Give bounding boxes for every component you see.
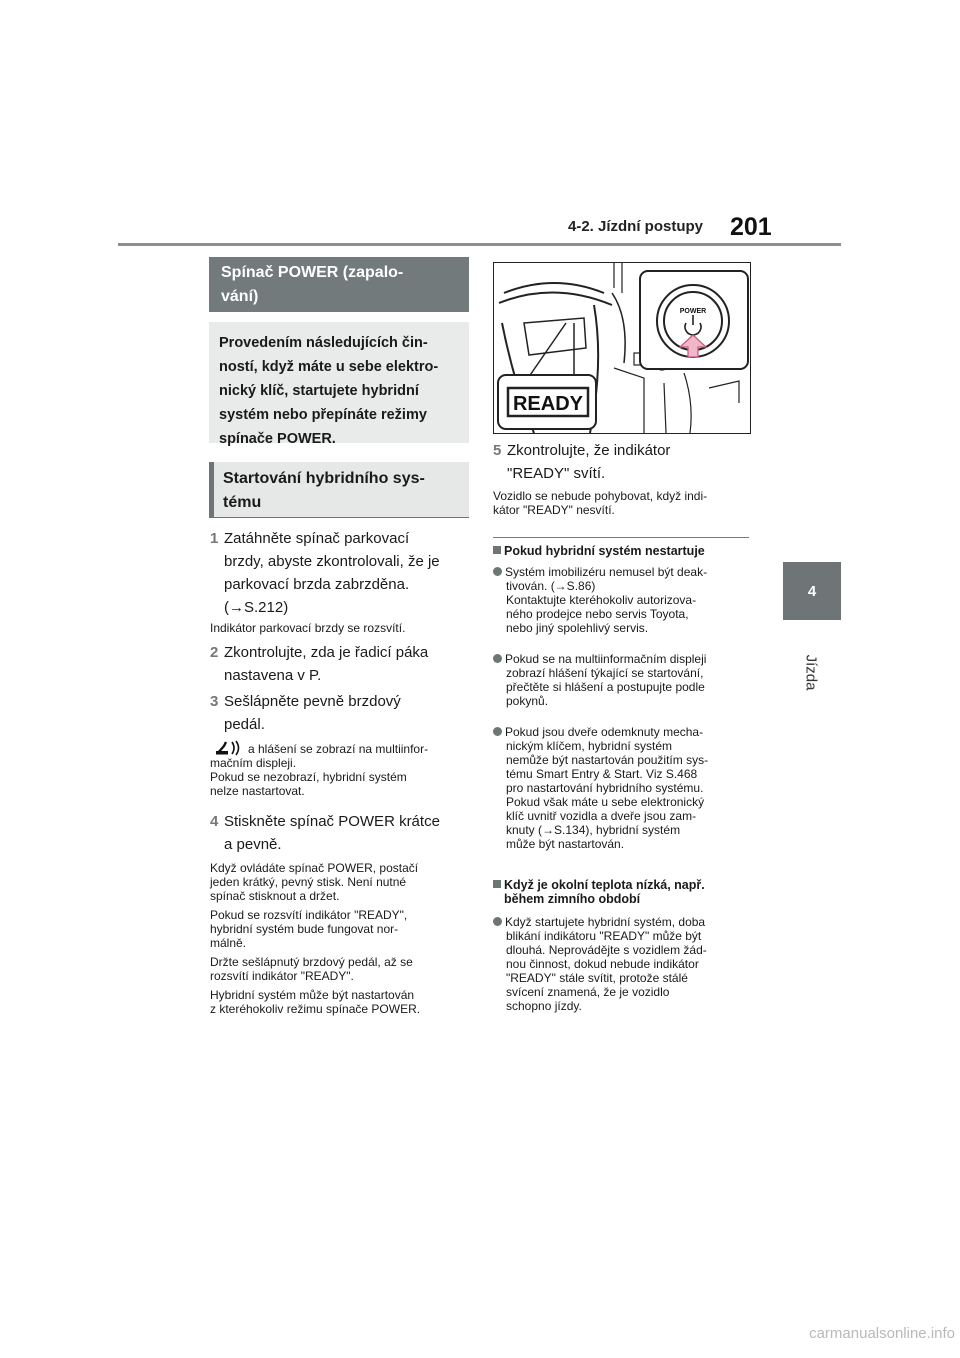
ready-indicator-label: READY [512, 393, 584, 415]
info-heading-text: Když je okolní teplota nízká, např. [504, 878, 705, 892]
intro-line: nický klíč, startujete hybridní [219, 383, 419, 399]
intro-line: Provedením následujících čin- [219, 335, 428, 351]
bullet-line: schopno jízdy. [506, 999, 582, 1013]
step-line: "READY" svítí. [507, 465, 606, 482]
intro-box [209, 322, 469, 447]
square-bullet-icon [493, 880, 501, 888]
bullet-line: Pokud se na multiinformačním displeji [505, 652, 707, 666]
step-line: Zatáhněte spínač parkovací [224, 530, 410, 547]
info-heading-text: Pokud hybridní systém nestartuje [504, 544, 705, 558]
step-note-block [210, 861, 420, 1016]
bullet-line: Pokud však máte u sebe elektronický [506, 795, 705, 809]
step-3 [210, 690, 401, 736]
bullet-line: pokynů. [506, 694, 549, 708]
step-number: 5 [493, 442, 502, 459]
bullet-line: ného prodejce nebo servis Toyota, [506, 607, 689, 621]
section-heading-line: vání) [221, 288, 259, 305]
bullet-line: dlouhá. Neprovádějte s vozidlem žád- [506, 943, 707, 957]
bullet-line: Kontaktujte kteréhokoliv autorizova- [506, 593, 697, 607]
subsection-heading-line: Startování hybridního sys- [223, 470, 425, 487]
step-note: mačním displeji. [210, 756, 297, 770]
step-note: kátor "READY" nesvítí. [493, 503, 615, 517]
intro-line: ností, když máte u sebe elektro- [219, 359, 439, 375]
step-line: pedál. [224, 716, 265, 733]
step-note: Pokud se rozsvítí indikátor "READY", [210, 908, 408, 922]
bullet-line: Když startujete hybridní systém, doba [505, 915, 706, 929]
step-5 [493, 439, 670, 485]
dashboard-illustration [493, 262, 751, 434]
step-note: Pokud se nezobrazí, hybridní systém [210, 770, 407, 784]
step-line: Sešlápněte pevně brzdový [224, 693, 401, 710]
step-note: Držte sešlápnutý brzdový pedál, až se [210, 955, 413, 969]
step-number: 2 [210, 644, 219, 661]
subsection-heading-box [209, 462, 469, 518]
chapter-label: Jízda [802, 654, 820, 691]
step-note: Když ovládáte spínač POWER, postačí [210, 861, 419, 875]
bullet-dot-icon [493, 654, 502, 663]
square-bullet-icon [493, 546, 501, 554]
bullet-line: tému Smart Entry & Start. Viz S.468 [506, 767, 698, 781]
bullet-dot-icon [493, 727, 502, 736]
step-note: jeden krátký, pevný stisk. Není nutné [210, 875, 407, 889]
info-heading [493, 878, 753, 906]
info-bullet [493, 915, 753, 1013]
section-title: 4-2. Jízdní postupy [568, 218, 704, 235]
step-note: Indikátor parkovací brzdy se rozsvítí. [210, 621, 406, 635]
page-number: 201 [730, 213, 772, 241]
bullet-line: nou činnost, dokud nebude indikátor [506, 957, 699, 971]
step-4 [210, 810, 440, 856]
step-line: Stiskněte spínač POWER krátce [224, 813, 440, 830]
step-number: 3 [210, 693, 219, 710]
step-note: spínač stisknout a držet. [210, 889, 340, 903]
step-2 [210, 641, 428, 687]
bullet-line: zobrazí hlášení týkající se startování, [506, 666, 704, 680]
power-button-label: POWER [679, 308, 707, 315]
bullet-line: přečtěte si hlášení a postupujte podle [506, 680, 705, 694]
step-note: a hlášení se zobrazí na multiinfor- [248, 742, 429, 756]
bullet-line: Pokud jsou dveře odemknuty mecha- [505, 725, 704, 739]
step-line: Zkontrolujte, že indikátor [507, 442, 671, 459]
info-heading-text: během zimního období [504, 892, 641, 906]
header-divider [118, 243, 841, 246]
intro-line: spínače POWER. [219, 431, 336, 447]
section-heading-box [209, 257, 469, 312]
dashboard-drawing [494, 263, 750, 433]
step-1 [210, 527, 440, 619]
watermark: carmanualsonline.info [809, 1325, 955, 1342]
step-note: hybridní systém bude fungovat nor- [210, 922, 399, 936]
bullet-line: "READY" stále svítit, protože stálé [506, 971, 688, 985]
brake-pedal-icon [214, 740, 244, 756]
step-note: nelze nastartovat. [210, 784, 305, 798]
step-line: brzdy, abyste zkontrolovali, že je [224, 553, 440, 570]
step-number: 4 [210, 813, 219, 830]
section-divider [493, 537, 749, 538]
bullet-line: knuty (→S.134), hybridní systém [506, 823, 681, 837]
bullet-line: svícení znamená, že je vozidlo [506, 985, 670, 999]
step-line: nastavena v P. [224, 667, 322, 684]
info-bullet [493, 652, 753, 708]
step-line: a pevně. [224, 836, 282, 853]
bullet-line: může být nastartován. [506, 837, 625, 851]
bullet-line: tivován. (→S.86) [506, 579, 596, 593]
step-note: rozsvítí indikátor "READY". [210, 969, 354, 983]
section-heading-line: Spínač POWER (zapalo- [221, 264, 404, 281]
step-note: Hybridní systém může být nastartován [210, 988, 415, 1002]
bullet-dot-icon [493, 567, 502, 576]
bullet-line: nebo jiný spolehlivý servis. [506, 621, 649, 635]
chapter-tab: 4 [783, 562, 841, 620]
bullet-line: blikání indikátoru "READY" může být [506, 929, 702, 943]
step-note-block [210, 740, 428, 798]
subsection-heading-line: tému [223, 494, 262, 511]
step-note-block [493, 489, 707, 517]
step-note: Vozidlo se nebude pohybovat, když indi- [493, 489, 708, 503]
bullet-line: Systém imobilizéru nemusel být deak- [505, 565, 708, 579]
bullet-line: klíč uvnitř vozidla a dveře jsou zam- [506, 809, 697, 823]
step-line: parkovací brzda zabrzděna. [224, 576, 410, 593]
info-heading [493, 544, 705, 558]
info-bullet [493, 565, 753, 635]
bullet-line: nemůže být nastartován použitím sys- [506, 753, 709, 767]
bullet-dot-icon [493, 917, 502, 926]
step-line: Zkontrolujte, zda je řadicí páka [224, 644, 429, 661]
step-note: málně. [210, 936, 247, 950]
step-number: 1 [210, 530, 219, 547]
intro-line: systém nebo přepínáte režimy [219, 407, 427, 423]
bullet-line: nickým klíčem, hybridní systém [506, 739, 673, 753]
info-bullet [493, 725, 753, 851]
step-line: (→S.212) [224, 599, 289, 616]
bullet-line: pro nastartování hybridního systému. [506, 781, 704, 795]
step-note: z kteréhokoliv režimu spínače POWER. [210, 1002, 421, 1016]
